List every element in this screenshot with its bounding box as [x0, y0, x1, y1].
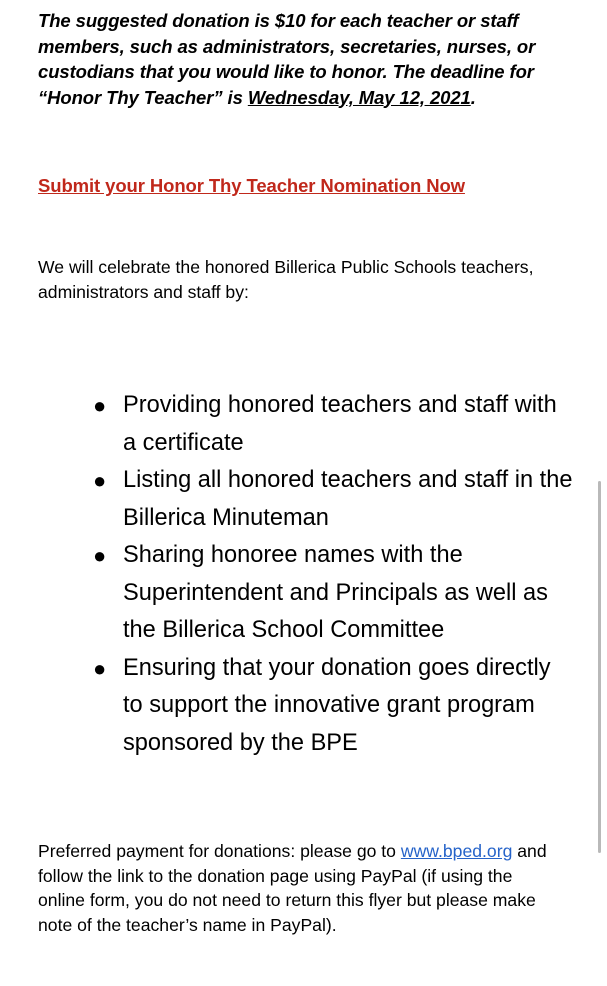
celebrate-text: We will celebrate the honored Billerica Public Schools teachers, administrators and staff by: — [38, 257, 534, 302]
intro-end: . — [470, 86, 476, 108]
list-item-text: Sharing honoree names with the Superintendent and Principals as well as the Billerica School Committee — [123, 542, 548, 643]
payment-text-after: and follow the link to the donation page using PayPal (if using the online form, you do not need to return this flyer but please make note of the teacher’s name in PayPal). — [38, 841, 547, 935]
intro-text: The suggested donation is $10 for each teacher or staff members, such as administrators, secretaries, nurses, or custodians that you would like to honor. The deadline for “Honor Thy Teacher” is — [38, 10, 536, 108]
benefits-list — [38, 387, 578, 762]
payment-text-before: Preferred payment for donations: please go to — [38, 841, 401, 861]
bullet-icon: ● — [93, 655, 107, 681]
deadline-date: Wednesday, May 12, 2021 — [247, 86, 471, 108]
donation-intro — [38, 8, 578, 110]
submit-nomination-link[interactable]: Submit your Honor Thy Teacher Nomination Now — [38, 175, 465, 196]
bped-website-link[interactable]: www.bped.org — [400, 841, 513, 861]
flyer-content — [38, 8, 578, 937]
list-item — [93, 650, 573, 763]
scrollbar[interactable] — [598, 481, 601, 853]
bullet-icon: ● — [93, 543, 107, 568]
bullet-icon: ● — [93, 393, 107, 418]
list-item — [93, 462, 573, 537]
payment-info — [38, 839, 563, 937]
list-item — [93, 387, 573, 462]
list-item-text: Providing honored teachers and staff with a certificate — [123, 392, 557, 456]
list-item-text: Ensuring that your donation goes directly to support the innovative grant program sponsored by the BPE — [123, 654, 551, 756]
bullet-icon: ● — [93, 468, 107, 493]
list-item — [93, 537, 573, 650]
list-item-text: Listing all honored teachers and staff in the Billerica Minuteman — [123, 467, 573, 531]
